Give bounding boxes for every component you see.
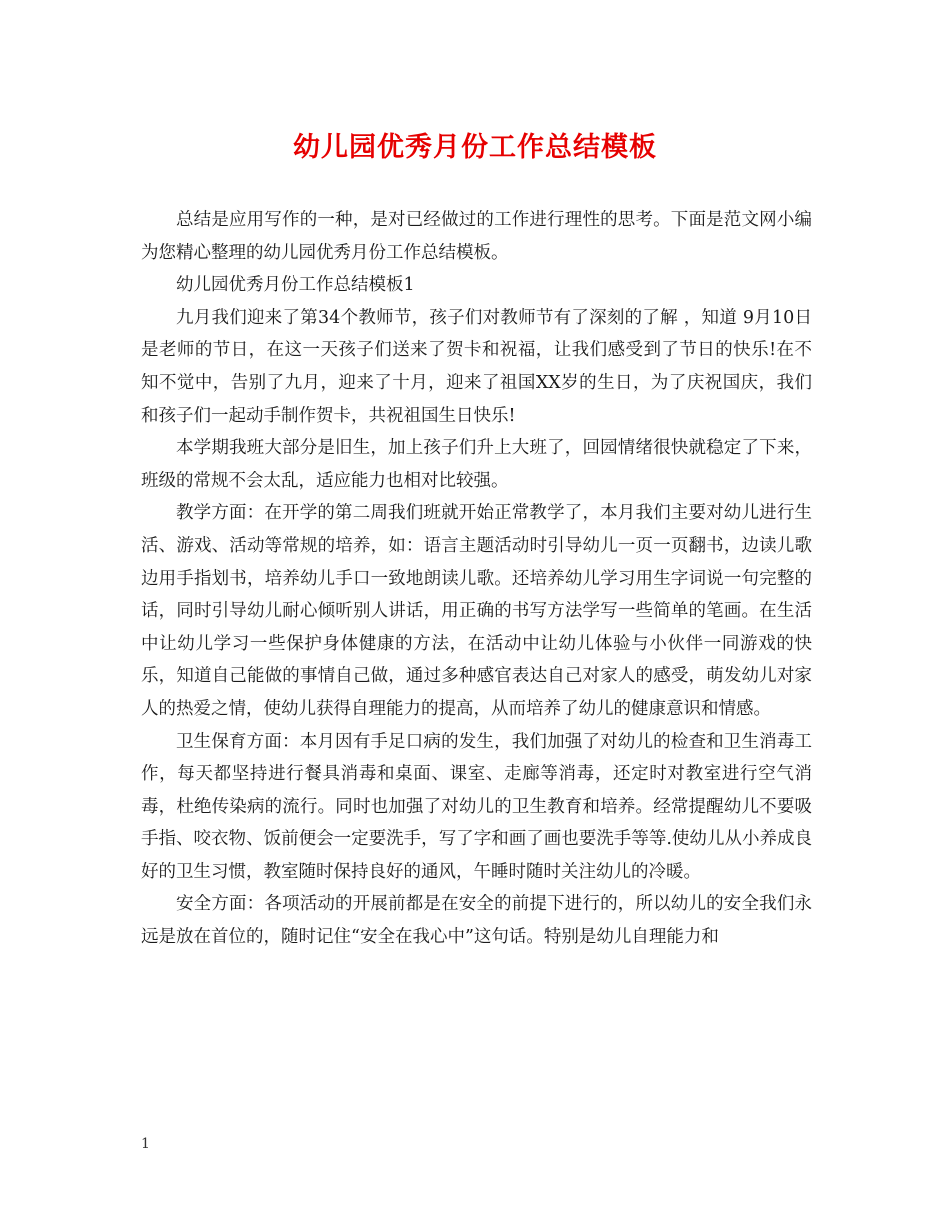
body-paragraph: 教学方面：在开学的第二周我们班就开始正常教学了，本月我们主要对幼儿进行生活、游戏、活动等常规的培养，如：语言主题活动时引导幼儿一页一页翻书，边读儿歌边用手指划书，培养幼儿手口一致地朗读儿歌。还培养幼儿学习用生字词说一句完整的话，同时引导幼儿耐心倾听别人讲话，用正确的书写方法学写一些简单的笔画。在生活中让幼儿学习一些保护身体健康的方法，在活动中让幼儿体验与小伙伴一同游戏的快乐，知道自己能做的事情自己做，通过多种感官表达自己对家人的感受，萌发幼儿对家人的热爱之情，使幼儿获得自理能力的提高，从而培养了幼儿的健康意识和情感。 [141,503,812,719]
document-title: 幼儿园优秀月份工作总结模板 [293,132,657,163]
body-paragraph: 卫生保育方面：本月因有手足口病的发生，我们加强了对幼儿的检查和卫生消毒工作，每天都坚持进行餐具消毒和桌面、课室、走廊等消毒，还定时对教室进行空气消毒，杜绝传染病的流行。同时也加强了对幼儿的卫生教育和培养。经常提醒幼儿不要吸手指、咬衣物、饭前便会一定要洗手，写了字和画了画也要洗手等等.使幼儿从小养成良好的卫生习惯，教室随时保持良好的通风，午睡时随时关注幼儿的冷暖。 [141,731,812,882]
section-heading: 幼儿园优秀月份工作总结模板1 [176,275,415,296]
intro-paragraph: 总结是应用写作的一种，是对已经做过的工作进行理性的思考。下面是范文网小编为您精心整理的幼儿园优秀月份工作总结模板。 [141,210,812,263]
document-body [141,204,812,954]
body-paragraph: 九月我们迎来了第34个教师节，孩子们对教师节有了深刻的了解 ，知道 9月10日是老师的节日，在这一天孩子们送来了贺卡和祝福，让我们感受到了节日的快乐!在不知不觉中，告别了九月，迎来了十月，迎来了祖国XX岁的生日，为了庆祝国庆，我们和孩子们一起动手制作贺卡，共祝祖国生日快乐! [141,307,812,426]
body-paragraph: 安全方面：各项活动的开展前都是在安全的前提下进行的，所以幼儿的安全我们永远是放在首位的，随时记住“安全在我心中”这句话。特别是幼儿自理能力和 [141,894,812,948]
page-number: 1 [141,1136,150,1152]
body-paragraph: 本学期我班大部分是旧生，加上孩子们升上大班了，回园情绪很快就稳定了下来，班级的常规不会太乱，适应能力也相对比较强。 [141,438,812,491]
